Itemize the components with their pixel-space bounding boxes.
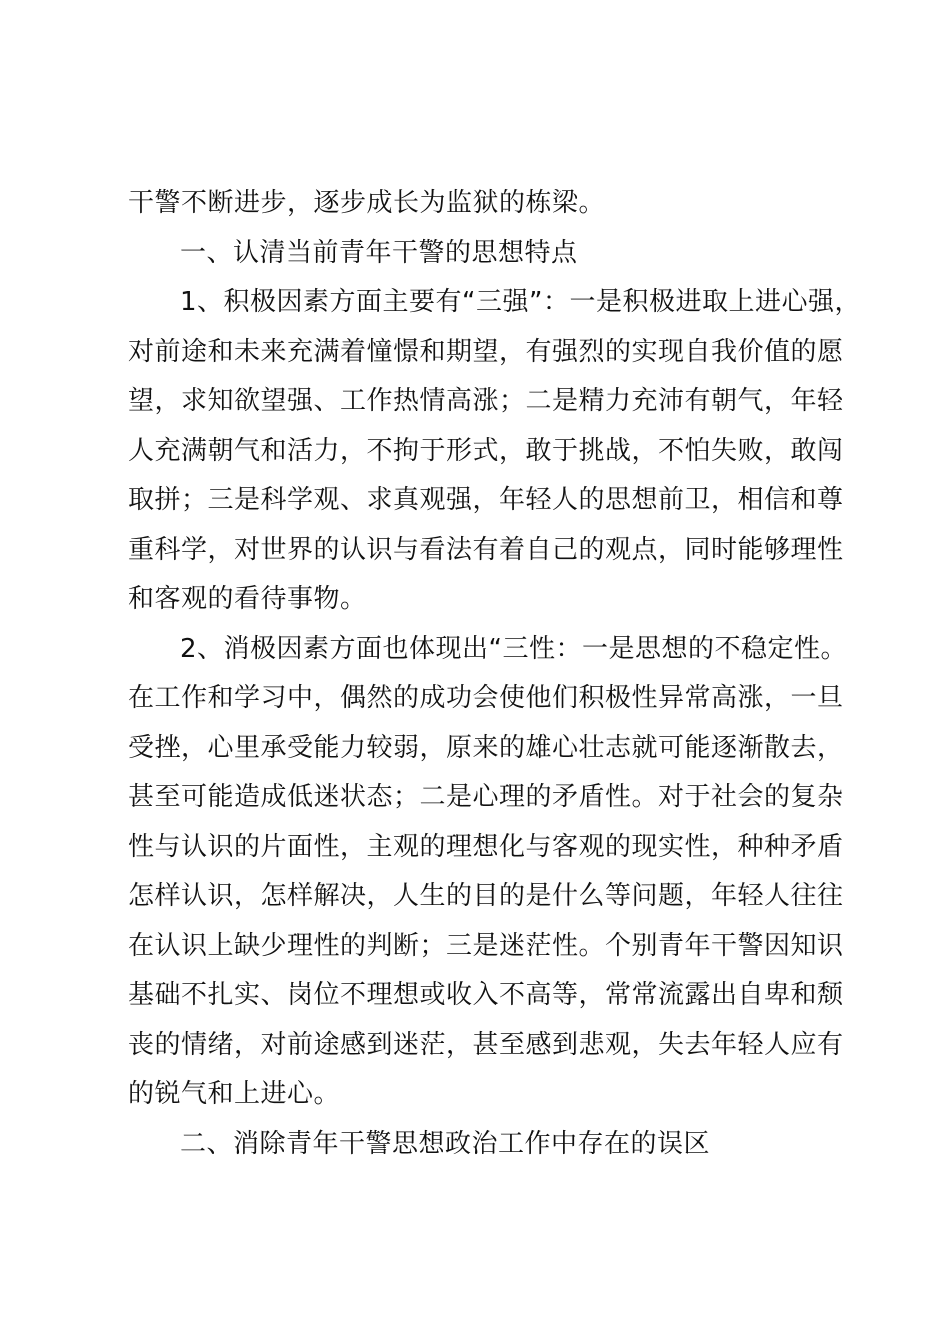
text-line: 性与认识的片面性，主观的理想化与客观的现实性，种种矛盾 bbox=[128, 831, 844, 862]
text-line: 受挫，心里承受能力较弱，原来的雄心壮志就可能逐渐散去， bbox=[128, 732, 844, 763]
text-line: 和客观的看待事物。 bbox=[128, 584, 367, 614]
text-line: 望，求知欲望强、工作热情高涨；二是精力充沛有朝气，年轻 bbox=[128, 386, 844, 416]
text-line: 对前途和未来充满着憧憬和期望，有强烈的实现自我价值的愿 bbox=[128, 336, 844, 367]
text-line: 基础不扎实、岗位不理想或收入不高等，常常流露出自卑和颓 bbox=[128, 980, 844, 1010]
text-line: 取拼；三是科学观、求真观强，年轻人的思想前卫，相信和尊 bbox=[128, 485, 844, 515]
section-heading-2: 二、消除青年干警思想政治工作中存在的误区 bbox=[180, 1128, 711, 1159]
text-line: 在认识上缺少理性的判断；三是迷茫性。个别青年干警因知识 bbox=[128, 930, 844, 961]
text-line: 怎样认识，怎样解决，人生的目的是什么等问题，年轻人往往 bbox=[128, 881, 844, 911]
document-page bbox=[128, 179, 861, 1169]
text-line: 人充满朝气和活力，不拘于形式，敢于挑战，不怕失败，敢闯 bbox=[128, 435, 844, 466]
section-heading-1: 一、认清当前青年干警的思想特点 bbox=[180, 237, 578, 268]
text-line: 甚至可能造成低迷状态；二是心理的矛盾性。对于社会的复杂 bbox=[128, 782, 844, 812]
text-line: 重科学，对世界的认识与看法有着自己的观点，同时能够理性 bbox=[128, 534, 844, 565]
text-line: 2、消极因素方面也体现出“三性：一是思想的不稳定性。 bbox=[180, 633, 848, 664]
text-line: 在工作和学习中，偶然的成功会使他们积极性异常高涨，一旦 bbox=[128, 683, 844, 713]
text-line: 的锐气和上进心。 bbox=[128, 1079, 341, 1109]
text-line: 1、积极因素方面主要有“三强”：一是积极进取上进心强， bbox=[180, 287, 861, 317]
text-line: 干警不断进步，逐步成长为监狱的栋梁。 bbox=[128, 188, 606, 218]
text-line: 丧的情绪，对前途感到迷茫，甚至感到悲观，失去年轻人应有 bbox=[128, 1029, 844, 1060]
